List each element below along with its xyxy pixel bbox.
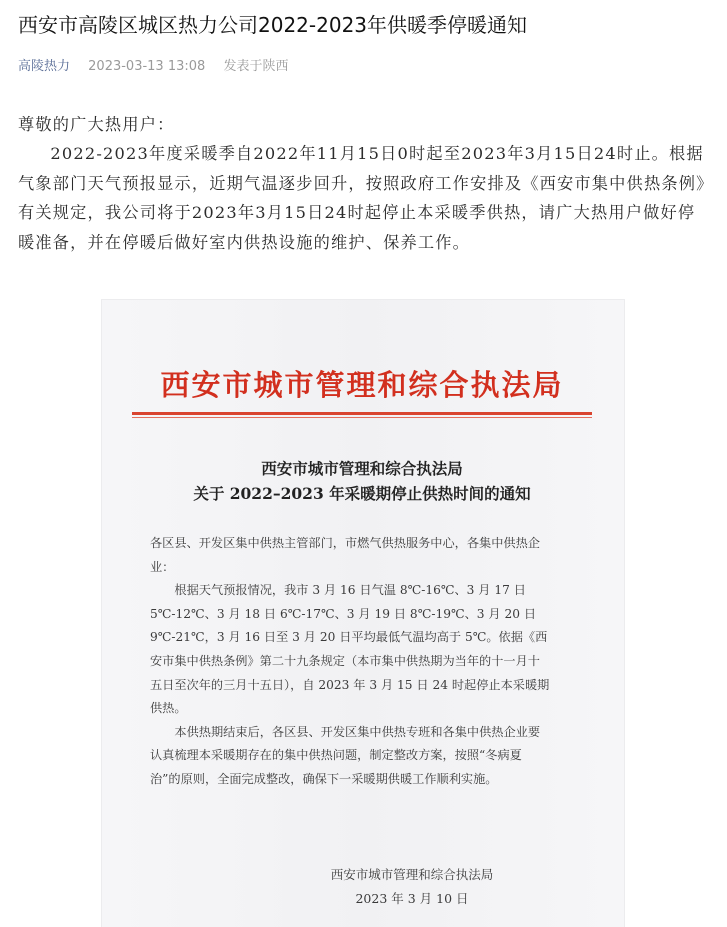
publish-location: 发表于陕西 — [223, 59, 289, 74]
document-salutation: 各区县、开发区集中供热主管部门，市燃气供热服务中心，各集中供热企业： — [150, 536, 540, 574]
document-signature: 西安市城市管理和综合执法局 — [330, 867, 494, 882]
document-title — [122, 456, 602, 506]
document-signature-block — [292, 863, 532, 911]
document-title-line2: 关于 2022–2023 年采暖期停止供热时间的通知 — [193, 484, 531, 503]
document-title-line1: 西安市城市管理和综合执法局 — [261, 459, 463, 478]
document-sign-date: 2023 年 3 月 10 日 — [355, 891, 469, 906]
document-red-rule — [132, 412, 592, 415]
document-red-header: 西安市城市管理和综合执法局 — [160, 368, 564, 402]
body-paragraph: 2022-2023年度采暖季自2022年11月15日0时起至2023年3月15日24时止。根据气象部门天气预报显示，近期气温逐步回升，按照政府工作安排及《西安市集中供热条例》有关规定，我公司将于2023年3月15日24时起停止本采暖季供热，请广大热用户做好停暖准备，并在停暖后做好室内供热设施的维护、保养工作。 — [18, 144, 706, 252]
publish-date: 2023-03-13 13:08 — [88, 59, 206, 74]
document-red-rule-thin — [132, 417, 592, 418]
document-body — [150, 532, 550, 792]
article-title: 西安市高陵区城区热力公司2022-2023年供暖季停暖通知 — [18, 13, 528, 37]
document-paragraph-2: 本供热期结束后，各区县、开发区集中供热专班和各集中供热企业要认真梳理本采暖期存在的集中供热问题，制定整改方案，按照“冬病夏治”的原则，全面完成整改，确保下一采暖期供暖工作顺利实施。 — [150, 724, 541, 786]
greeting-text: 尊敬的广大热用户： — [18, 115, 175, 134]
author-link[interactable]: 高陵热力 — [18, 59, 71, 74]
document-image[interactable] — [102, 300, 624, 927]
article-body — [18, 110, 712, 257]
article-meta — [18, 55, 288, 74]
document-paragraph-1: 根据天气预报情况，我市 3 月 16 日气温 8℃-16℃、3 月 17 日 5℃-12℃、3 月 18 日 6℃-17℃、3 月 19 日 8℃-19℃、3 月 20 日 9℃-21℃，3 月 16 日至 3 月 20 日平均最低气温均高于 5℃。依据《西安市集中供热条例》第二十九条规定（本市集中供热期为当年的十一月十五日至次年的三月十五日），自 2023 年 3 月 15 日 24 时起停止本采暖期供热。 — [150, 583, 550, 716]
